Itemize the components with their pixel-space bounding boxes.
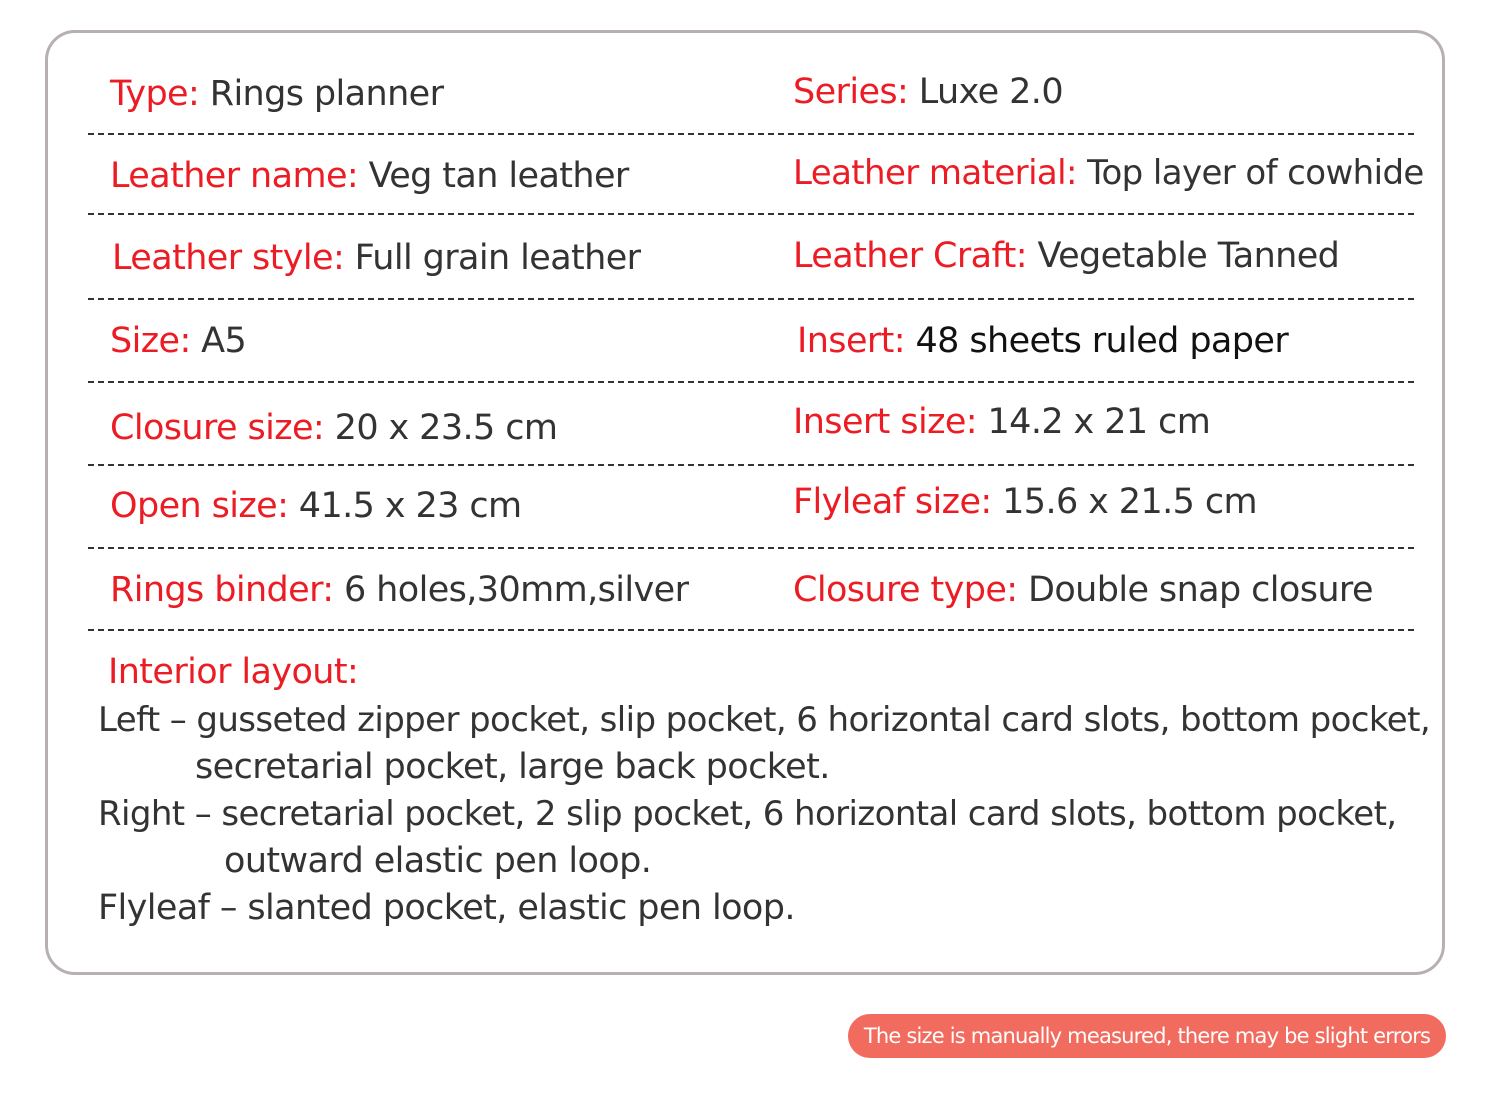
dashed-divider	[88, 629, 1414, 631]
spec-label: Leather name:	[110, 156, 359, 196]
interior-left-continuation: secretarial pocket, large back pocket.	[195, 747, 830, 787]
spec-rings-binder	[110, 568, 688, 612]
spec-label: Open size:	[110, 486, 289, 526]
spec-closure-size	[110, 406, 557, 450]
spec-flyleaf-size	[793, 480, 1257, 524]
spec-row	[62, 236, 1432, 296]
spec-value: Full grain leather	[354, 238, 641, 278]
dashed-divider	[88, 133, 1414, 135]
spec-value: Veg tan leather	[368, 156, 629, 196]
dashed-divider	[88, 381, 1414, 383]
dashed-divider	[88, 213, 1414, 215]
dashed-divider	[88, 298, 1414, 300]
spec-type	[110, 72, 443, 116]
spec-label: Type:	[110, 74, 200, 114]
spec-label: Closure size:	[110, 408, 325, 448]
spec-value: Luxe 2.0	[918, 72, 1063, 112]
spec-value: Rings planner	[209, 74, 444, 114]
spec-label: Closure type:	[793, 570, 1018, 610]
spec-row	[62, 484, 1432, 544]
spec-value: Double snap closure	[1027, 570, 1373, 610]
spec-closure-type	[793, 568, 1373, 612]
spec-label: Leather material:	[793, 153, 1077, 193]
spec-insert	[797, 319, 1288, 363]
spec-value: 15.6 x 21.5 cm	[1002, 482, 1257, 522]
spec-series	[793, 70, 1063, 114]
spec-value: 48 sheets ruled paper	[915, 321, 1289, 361]
spec-open-size	[110, 484, 522, 528]
spec-leather-name	[110, 154, 629, 198]
spec-label: Rings binder:	[110, 570, 334, 610]
dashed-divider	[88, 547, 1414, 549]
spec-row	[62, 72, 1432, 132]
interior-flyleaf-line: Flyleaf – slanted pocket, elastic pen loop.	[98, 888, 795, 928]
interior-layout-title: Interior layout:	[108, 652, 359, 692]
spec-value: Vegetable Tanned	[1037, 236, 1340, 276]
spec-value: Top layer of cowhide	[1087, 153, 1424, 193]
spec-label: Insert:	[797, 321, 905, 361]
spec-row	[62, 154, 1432, 214]
spec-leather-material	[793, 151, 1424, 195]
spec-label: Leather style:	[112, 238, 345, 278]
interior-right-line: Right – secretarial pocket, 2 slip pocket, 6 horizontal card slots, bottom pocket,	[98, 794, 1397, 834]
spec-insert-size	[793, 400, 1210, 444]
interior-left-line: Left – gusseted zipper pocket, slip pocket, 6 horizontal card slots, bottom pocket,	[98, 700, 1431, 740]
spec-leather-craft	[793, 234, 1339, 278]
spec-value: 14.2 x 21 cm	[987, 402, 1211, 442]
spec-label: Size:	[110, 321, 191, 361]
spec-row	[62, 402, 1432, 466]
spec-label: Leather Craft:	[793, 236, 1027, 276]
spec-value: 20 x 23.5 cm	[334, 408, 558, 448]
dashed-divider	[88, 464, 1414, 466]
spec-label: Flyleaf size:	[793, 482, 992, 522]
spec-row	[62, 319, 1432, 379]
spec-row	[62, 568, 1432, 628]
spec-value: 41.5 x 23 cm	[298, 486, 522, 526]
spec-size	[110, 319, 246, 363]
spec-label: Insert size:	[793, 402, 977, 442]
spec-value: 6 holes,30mm,silver	[343, 570, 689, 610]
spec-value: A5	[201, 321, 247, 361]
measurement-note-badge: The size is manually measured, there may be slight errors	[848, 1014, 1446, 1058]
interior-right-continuation: outward elastic pen loop.	[224, 841, 652, 881]
spec-leather-style	[112, 236, 640, 280]
spec-label: Series:	[793, 72, 909, 112]
